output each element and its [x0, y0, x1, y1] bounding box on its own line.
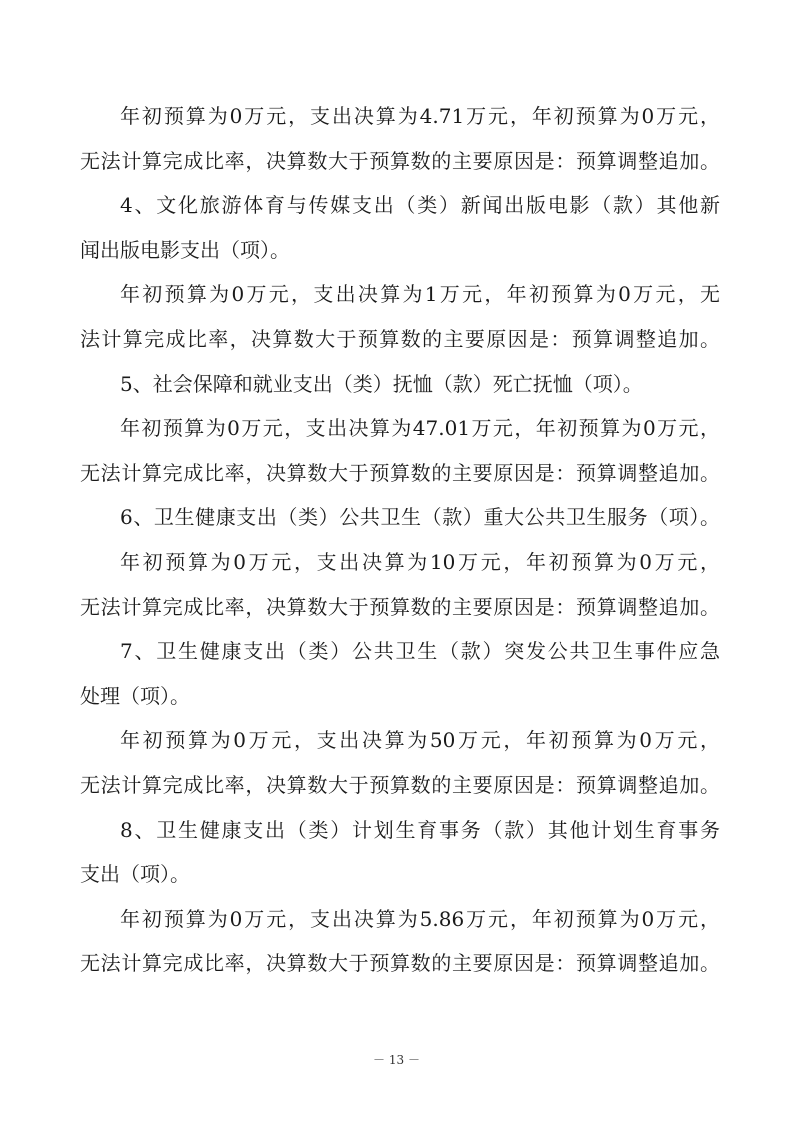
section-heading-line: 闻出版电影支出（项）。 — [80, 238, 290, 262]
paragraph-line: 无法计算完成比率，决算数大于预算数的主要原因是：预算调整追加。 — [80, 951, 720, 975]
paragraph-line: 无法计算完成比率，决算数大于预算数的主要原因是：预算调整追加。 — [80, 149, 720, 173]
section-heading-line: 5、社会保障和就业支出（类）抚恤（款）死亡抚恤（项）。 — [120, 372, 643, 396]
paragraph-line: 无法计算完成比率，决算数大于预算数的主要原因是：预算调整追加。 — [80, 461, 720, 485]
paragraph-line: 无法计算完成比率，决算数大于预算数的主要原因是：预算调整追加。 — [80, 595, 720, 619]
paragraph-line: 年初预算为0万元，支出决算为47.01万元，年初预算为0万元， — [120, 416, 720, 440]
paragraph-line: 无法计算完成比率，决算数大于预算数的主要原因是：预算调整追加。 — [80, 773, 720, 797]
paragraph-line: 年初预算为0万元，支出决算为10万元，年初预算为0万元， — [120, 550, 720, 574]
section-heading-line: 6、卫生健康支出（类）公共卫生（款）重大公共卫生服务（项）。 — [120, 505, 720, 529]
paragraph-line: 年初预算为0万元，支出决算为1万元，年初预算为0万元，无 — [120, 282, 720, 306]
section-heading-line: 7、卫生健康支出（类）公共卫生（款）突发公共卫生事件应急 — [120, 639, 720, 663]
paragraph-line: 法计算完成比率，决算数大于预算数的主要原因是：预算调整追加。 — [80, 327, 720, 351]
paragraph-line: 年初预算为0万元，支出决算为5.86万元，年初预算为0万元， — [120, 907, 720, 931]
section-heading-line: 4、文化旅游体育与传媒支出（类）新闻出版电影（款）其他新 — [120, 193, 720, 217]
section-heading-line: 支出（项）。 — [80, 862, 190, 886]
section-heading-line: 处理（项）。 — [80, 684, 190, 708]
paragraph-line: 年初预算为0万元，支出决算为4.71万元，年初预算为0万元， — [120, 104, 720, 128]
paragraph-line: 年初预算为0万元，支出决算为50万元，年初预算为0万元， — [120, 728, 720, 752]
section-heading-line: 8、卫生健康支出（类）计划生育事务（款）其他计划生育事务 — [120, 818, 720, 842]
page-number: － 13 － — [373, 1053, 420, 1067]
